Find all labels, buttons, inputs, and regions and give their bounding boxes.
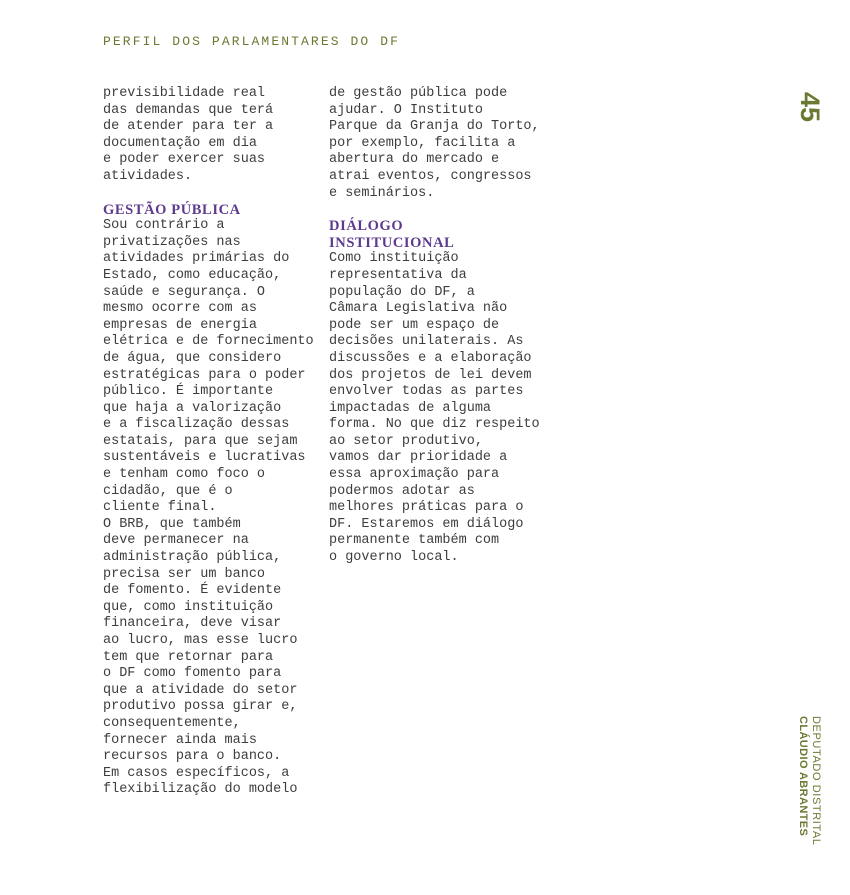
text-line: recursos para o banco. — [103, 749, 282, 765]
text-line: ao setor produtivo, — [329, 433, 483, 449]
paragraph-gap — [329, 202, 544, 218]
text-line: atrai eventos, congressos — [329, 168, 532, 184]
text-line: e seminários. — [329, 185, 435, 201]
text-line: Câmara Legislativa não — [329, 301, 508, 317]
text-line: ao lucro, mas esse lucro — [103, 633, 298, 648]
right-column — [329, 86, 544, 567]
text-line: sustentáveis e lucrativas — [103, 450, 306, 466]
left-column — [103, 86, 318, 799]
side-label — [796, 716, 822, 846]
text-line: o DF como fomento para — [103, 666, 282, 682]
text-line: Sou contrário a — [103, 218, 225, 234]
text-line: podermos adotar as — [329, 483, 475, 499]
text-line: estratégicas para o poder — [103, 367, 306, 383]
heading-line: INSTITUCIONAL — [329, 234, 455, 251]
text-line: tem que retornar para — [103, 649, 274, 665]
paragraph-gap — [103, 186, 318, 202]
text-line: cidadão, que é o — [103, 483, 233, 499]
text-line: atividades. — [103, 168, 193, 184]
text-line: Estado, como educação, — [103, 267, 282, 283]
text-line: precisa ser um banco — [103, 566, 266, 582]
text-line: de atender para ter a — [103, 119, 274, 135]
text-line: administração pública, — [103, 550, 282, 566]
heading-line: DIÁLOGO — [329, 218, 404, 235]
text-line: das demandas que terá — [103, 102, 274, 118]
text-line: e poder exercer suas — [103, 152, 266, 168]
text-line: Em casos específicos, a — [103, 765, 290, 781]
text-line: por exemplo, facilita a — [329, 135, 516, 151]
section-heading-gestao-publica: GESTÃO PÚBLICA — [103, 201, 241, 218]
text-line: e tenham como foco o — [103, 467, 266, 483]
left-intro-paragraph — [103, 86, 318, 186]
section-heading-dialogo-institucional — [329, 218, 544, 251]
text-line: empresas de energia — [103, 317, 257, 333]
text-line: elétrica e de fornecimento — [103, 334, 314, 350]
text-line: pode ser um espaço de — [329, 317, 500, 333]
text-line: que, como instituição — [103, 599, 274, 615]
text-line: consequentemente, — [103, 715, 241, 731]
text-line: cliente final. — [103, 500, 217, 516]
text-line: que haja a valorização — [103, 400, 282, 416]
text-line: envolver todas as partes — [329, 384, 524, 400]
text-line: de fomento. É evidente — [103, 583, 282, 599]
text-line: discussões e a elaboração — [329, 350, 532, 366]
text-line: ajudar. O Instituto — [329, 102, 483, 118]
text-line: deve permanecer na — [103, 533, 249, 549]
right-intro-paragraph — [329, 86, 544, 202]
text-line: impactadas de alguma — [329, 400, 492, 416]
text-line: essa aproximação para — [329, 467, 500, 483]
text-line: de gestão pública pode — [329, 86, 508, 101]
text-line: que a atividade do setor — [103, 682, 298, 698]
dialogo-institucional-body — [329, 251, 544, 566]
text-line: melhores práticas para o — [329, 500, 524, 516]
text-line: decisões unilaterais. As — [329, 334, 524, 350]
text-line: o governo local. — [329, 550, 459, 566]
text-line: população do DF, a — [329, 284, 475, 300]
text-line: fornecer ainda mais — [103, 732, 257, 748]
side-label-role: DEPUTADO DISTRITAL — [810, 716, 822, 846]
running-header: PERFIL DOS PARLAMENTARES DO DF — [103, 34, 401, 49]
text-line: e a fiscalização dessas — [103, 417, 290, 433]
text-line: DF. Estaremos em diálogo — [329, 516, 524, 532]
text-line: produtivo possa girar e, — [103, 699, 298, 715]
text-line: previsibilidade real — [103, 86, 266, 101]
text-line: permanente também com — [329, 533, 500, 549]
text-line: privatizações nas — [103, 234, 241, 250]
text-line: O BRB, que também — [103, 516, 241, 532]
text-line: abertura do mercado e — [329, 152, 500, 168]
text-line: dos projetos de lei devem — [329, 367, 532, 383]
side-label-name: CLÁUDIO ABRANTES — [797, 716, 809, 837]
gestao-publica-body — [103, 218, 318, 799]
text-line: de água, que considero — [103, 350, 282, 366]
text-line: forma. No que diz respeito — [329, 417, 540, 433]
text-line: documentação em dia — [103, 135, 257, 151]
text-line: saúde e segurança. O — [103, 284, 266, 300]
text-line: Parque da Granja do Torto, — [329, 119, 540, 135]
text-line: financeira, deve visar — [103, 616, 282, 632]
text-line: estatais, para que sejam — [103, 433, 298, 449]
text-line: público. É importante — [103, 384, 274, 400]
text-line: atividades primárias do — [103, 251, 290, 267]
text-line: mesmo ocorre com as — [103, 301, 257, 317]
text-line: vamos dar prioridade a — [329, 450, 508, 466]
text-line: flexibilização do modelo — [103, 782, 298, 798]
text-line: Como instituição — [329, 251, 459, 267]
text-line: representativa da — [329, 267, 467, 283]
page-number: 45 — [795, 91, 825, 123]
